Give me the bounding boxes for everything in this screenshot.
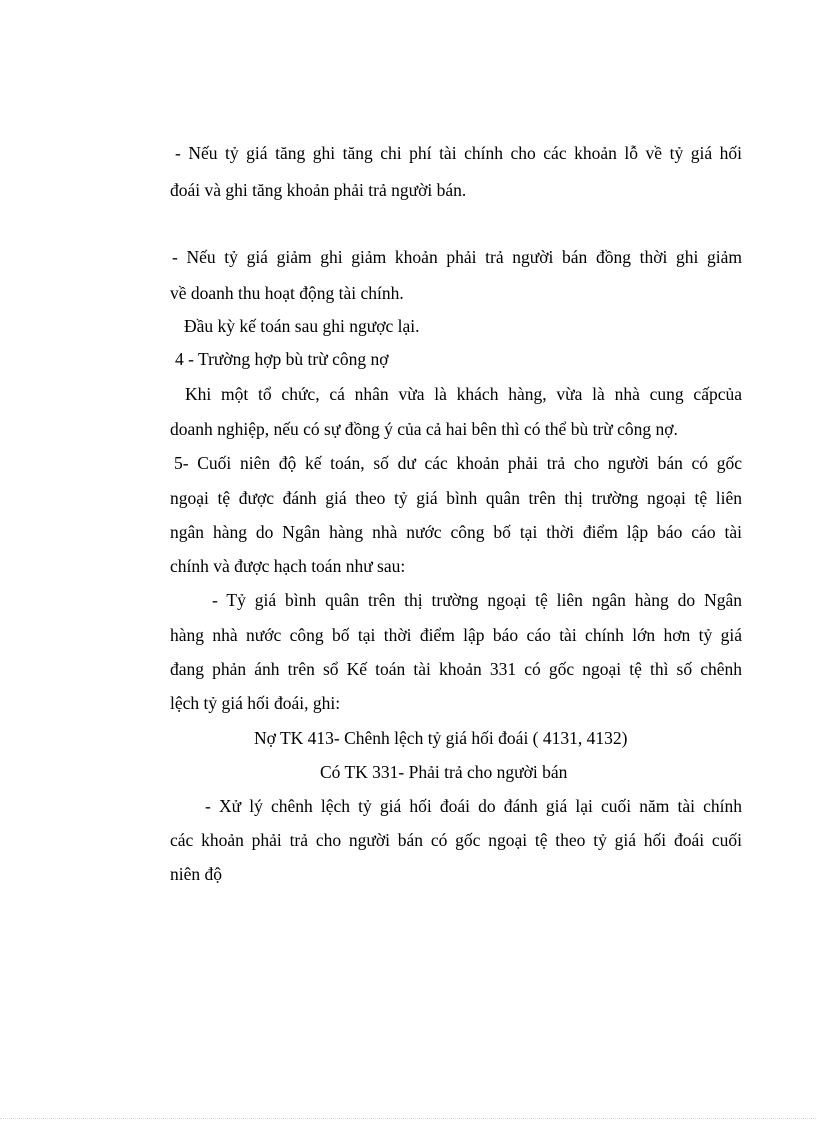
paragraph-6-line-1: 5- Cuối niên độ kế toán, số dư các khoản phải trả cho người bán có gốc [174,453,742,473]
journal-entry-credit: Có TK 331- Phải trả cho người bán [320,762,568,782]
paragraph-7-line-2: hàng nhà nước công bố tại thời điểm lập báo cáo tài chính lớn hơn tỷ giá [170,625,742,645]
paragraph-1-line-1: - Nếu tỷ giá tăng ghi tăng chi phí tài chính cho các khoản lỗ về tỷ giá hối [175,143,742,163]
paragraph-2-line-2: về doanh thu hoạt động tài chính. [170,283,404,303]
paragraph-6-line-2: ngoại tệ được đánh giá theo tỷ giá bình quân trên thị trường ngoại tệ liên [170,488,742,508]
paragraph-6-line-4: chính và được hạch toán như sau: [170,556,406,576]
paragraph-6-line-3: ngân hàng do Ngân hàng nhà nước công bố tại thời điểm lập báo cáo tài [170,522,742,542]
page-bottom-divider [0,1118,816,1119]
paragraph-9-line-1: - Xử lý chênh lệch tỷ giá hối đoái do đánh giá lại cuối năm tài chính [205,796,742,816]
paragraph-9-line-3: niên độ [170,864,223,884]
paragraph-3-line-1: Đầu kỳ kế toán sau ghi ngược lại. [184,316,420,336]
section-heading-4: 4 - Trường hợp bù trừ công nợ [175,349,389,369]
paragraph-5-line-1: Khi một tổ chức, cá nhân vừa là khách hàng, vừa là nhà cung cấpcủa [185,384,742,404]
journal-entry-debit: Nợ TK 413- Chênh lệch tỷ giá hối đoái ( 4131, 4132) [254,728,628,748]
paragraph-7-line-1: - Tỷ giá bình quân trên thị trường ngoại tệ liên ngân hàng do Ngân [212,590,742,610]
paragraph-7-line-3: đang phản ánh trên sổ Kế toán tài khoản 331 có gốc ngoại tệ thì số chênh [170,659,742,679]
paragraph-5-line-2: doanh nghiệp, nếu có sự đồng ý của cả hai bên thì có thể bù trừ công nợ. [170,419,678,439]
paragraph-2-line-1: - Nếu tỷ giá giảm ghi giảm khoản phải trả người bán đồng thời ghi giảm [172,247,742,267]
paragraph-1-line-2: đoái và ghi tăng khoản phải trả người bán. [170,180,467,200]
paragraph-9-line-2: các khoản phải trả cho người bán có gốc ngoại tệ theo tỷ giá hối đoái cuối [170,830,742,850]
paragraph-7-line-4: lệch tỷ giá hối đoái, ghi: [170,693,341,713]
